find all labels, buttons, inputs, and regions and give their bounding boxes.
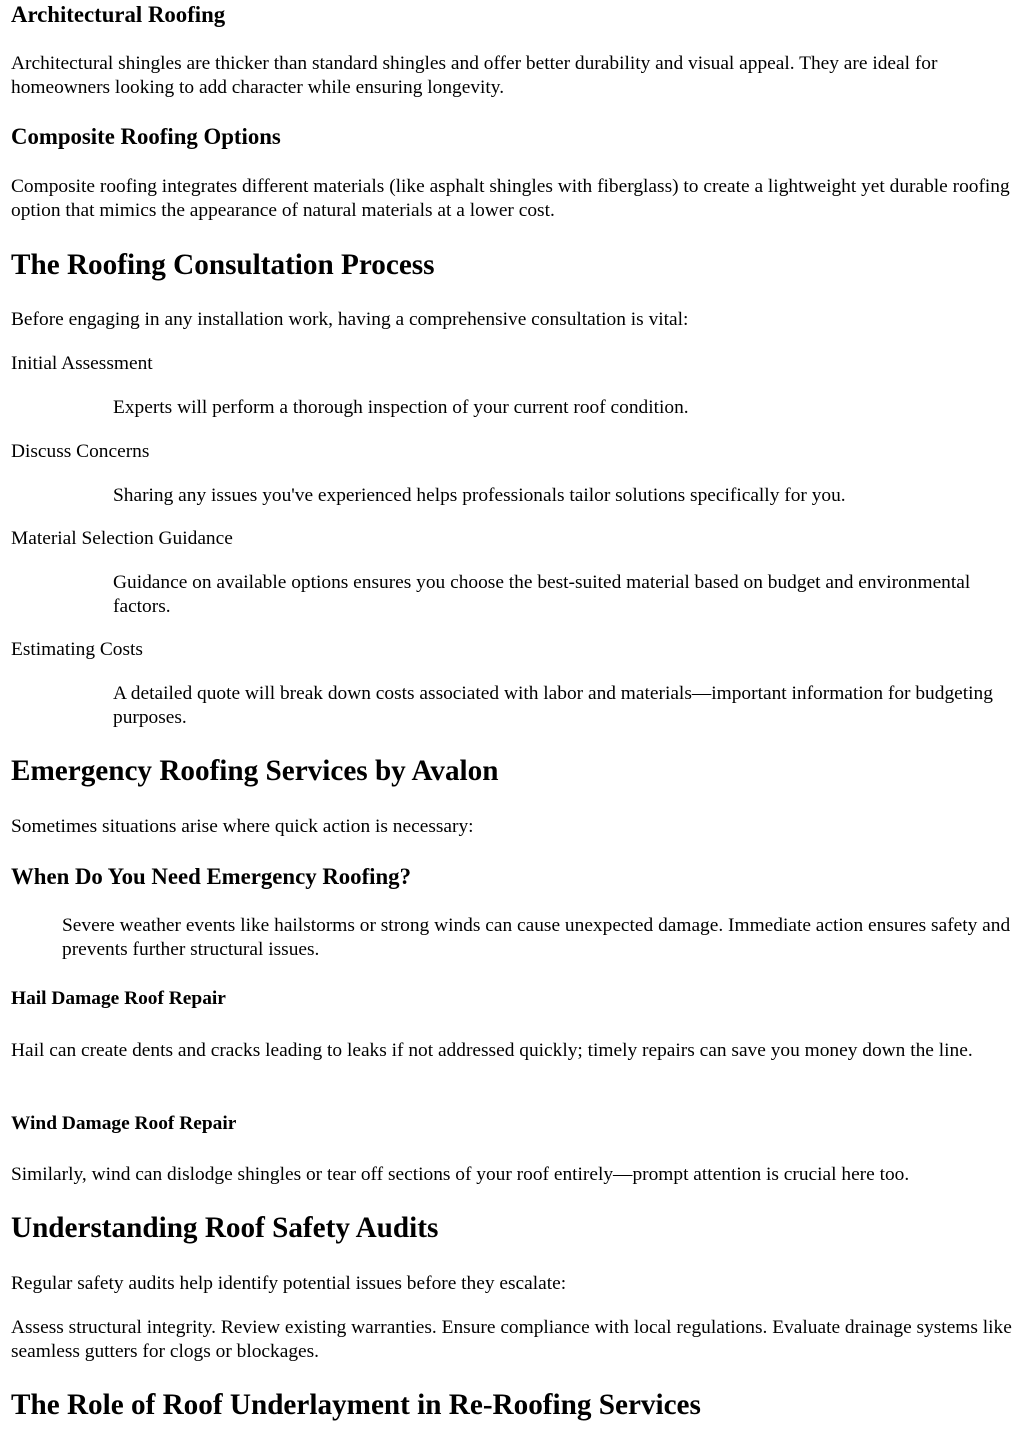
- safety-audits-text: Assess structural integrity. Review existing warranties. Ensure compliance with local regulations. Evaluate drainage systems like seamless gutters for clogs or blockages.: [11, 1317, 1012, 1362]
- emergency-subheading: When Do You Need Emergency Roofing?: [11, 864, 411, 889]
- list-item-term: Initial Assessment: [11, 353, 153, 374]
- architectural-roofing-heading: Architectural Roofing: [11, 2, 226, 27]
- list-item-term: Discuss Concerns: [11, 441, 150, 462]
- emergency-sub-text: Severe weather events like hailstorms or strong winds can cause unexpected damage. Immediate action ensures safety and prevents further structural issues.: [62, 915, 1011, 960]
- underlayment-heading: The Role of Roof Underlayment in Re-Roofing Services: [11, 1389, 701, 1421]
- list-item-description: Experts will perform a thorough inspection of your current roof condition.: [113, 397, 689, 418]
- composite-roofing-text: Composite roofing integrates different materials (like asphalt shingles with fiberglass) to create a lightweight yet durable roofing option that mimics the appearance of natural materials at a lower cost.: [11, 176, 1010, 221]
- consultation-heading: The Roofing Consultation Process: [11, 249, 435, 281]
- list-item-term: Material Selection Guidance: [11, 528, 233, 549]
- emergency-heading: Emergency Roofing Services by Avalon: [11, 755, 499, 787]
- safety-audits-intro: Regular safety audits help identify potential issues before they escalate:: [11, 1273, 567, 1294]
- wind-damage-heading: Wind Damage Roof Repair: [11, 1113, 237, 1134]
- architectural-roofing-text: Architectural shingles are thicker than standard shingles and offer better durability and visual appeal. They are ideal for homeowners looking to add character while ensuring longevity.: [11, 53, 938, 98]
- composite-roofing-heading: Composite Roofing Options: [11, 124, 281, 149]
- consultation-intro: Before engaging in any installation work, having a comprehensive consultation is vital:: [11, 309, 689, 330]
- list-item-term: Estimating Costs: [11, 639, 143, 660]
- hail-damage-text: Hail can create dents and cracks leading to leaks if not addressed quickly; timely repairs can save you money down the line.: [11, 1040, 973, 1061]
- hail-damage-heading: Hail Damage Roof Repair: [11, 988, 226, 1009]
- emergency-intro: Sometimes situations arise where quick action is necessary:: [11, 816, 474, 837]
- safety-audits-heading: Understanding Roof Safety Audits: [11, 1212, 439, 1244]
- list-item-description: Guidance on available options ensures you choose the best-suited material based on budget and environmental factors.: [113, 572, 971, 617]
- wind-damage-text: Similarly, wind can dislodge shingles or tear off sections of your roof entirely—prompt attention is crucial here too.: [11, 1164, 910, 1185]
- list-item-description: A detailed quote will break down costs associated with labor and materials—important information for budgeting purposes.: [113, 683, 993, 728]
- list-item-description: Sharing any issues you've experienced helps professionals tailor solutions specifically for you.: [113, 485, 846, 506]
